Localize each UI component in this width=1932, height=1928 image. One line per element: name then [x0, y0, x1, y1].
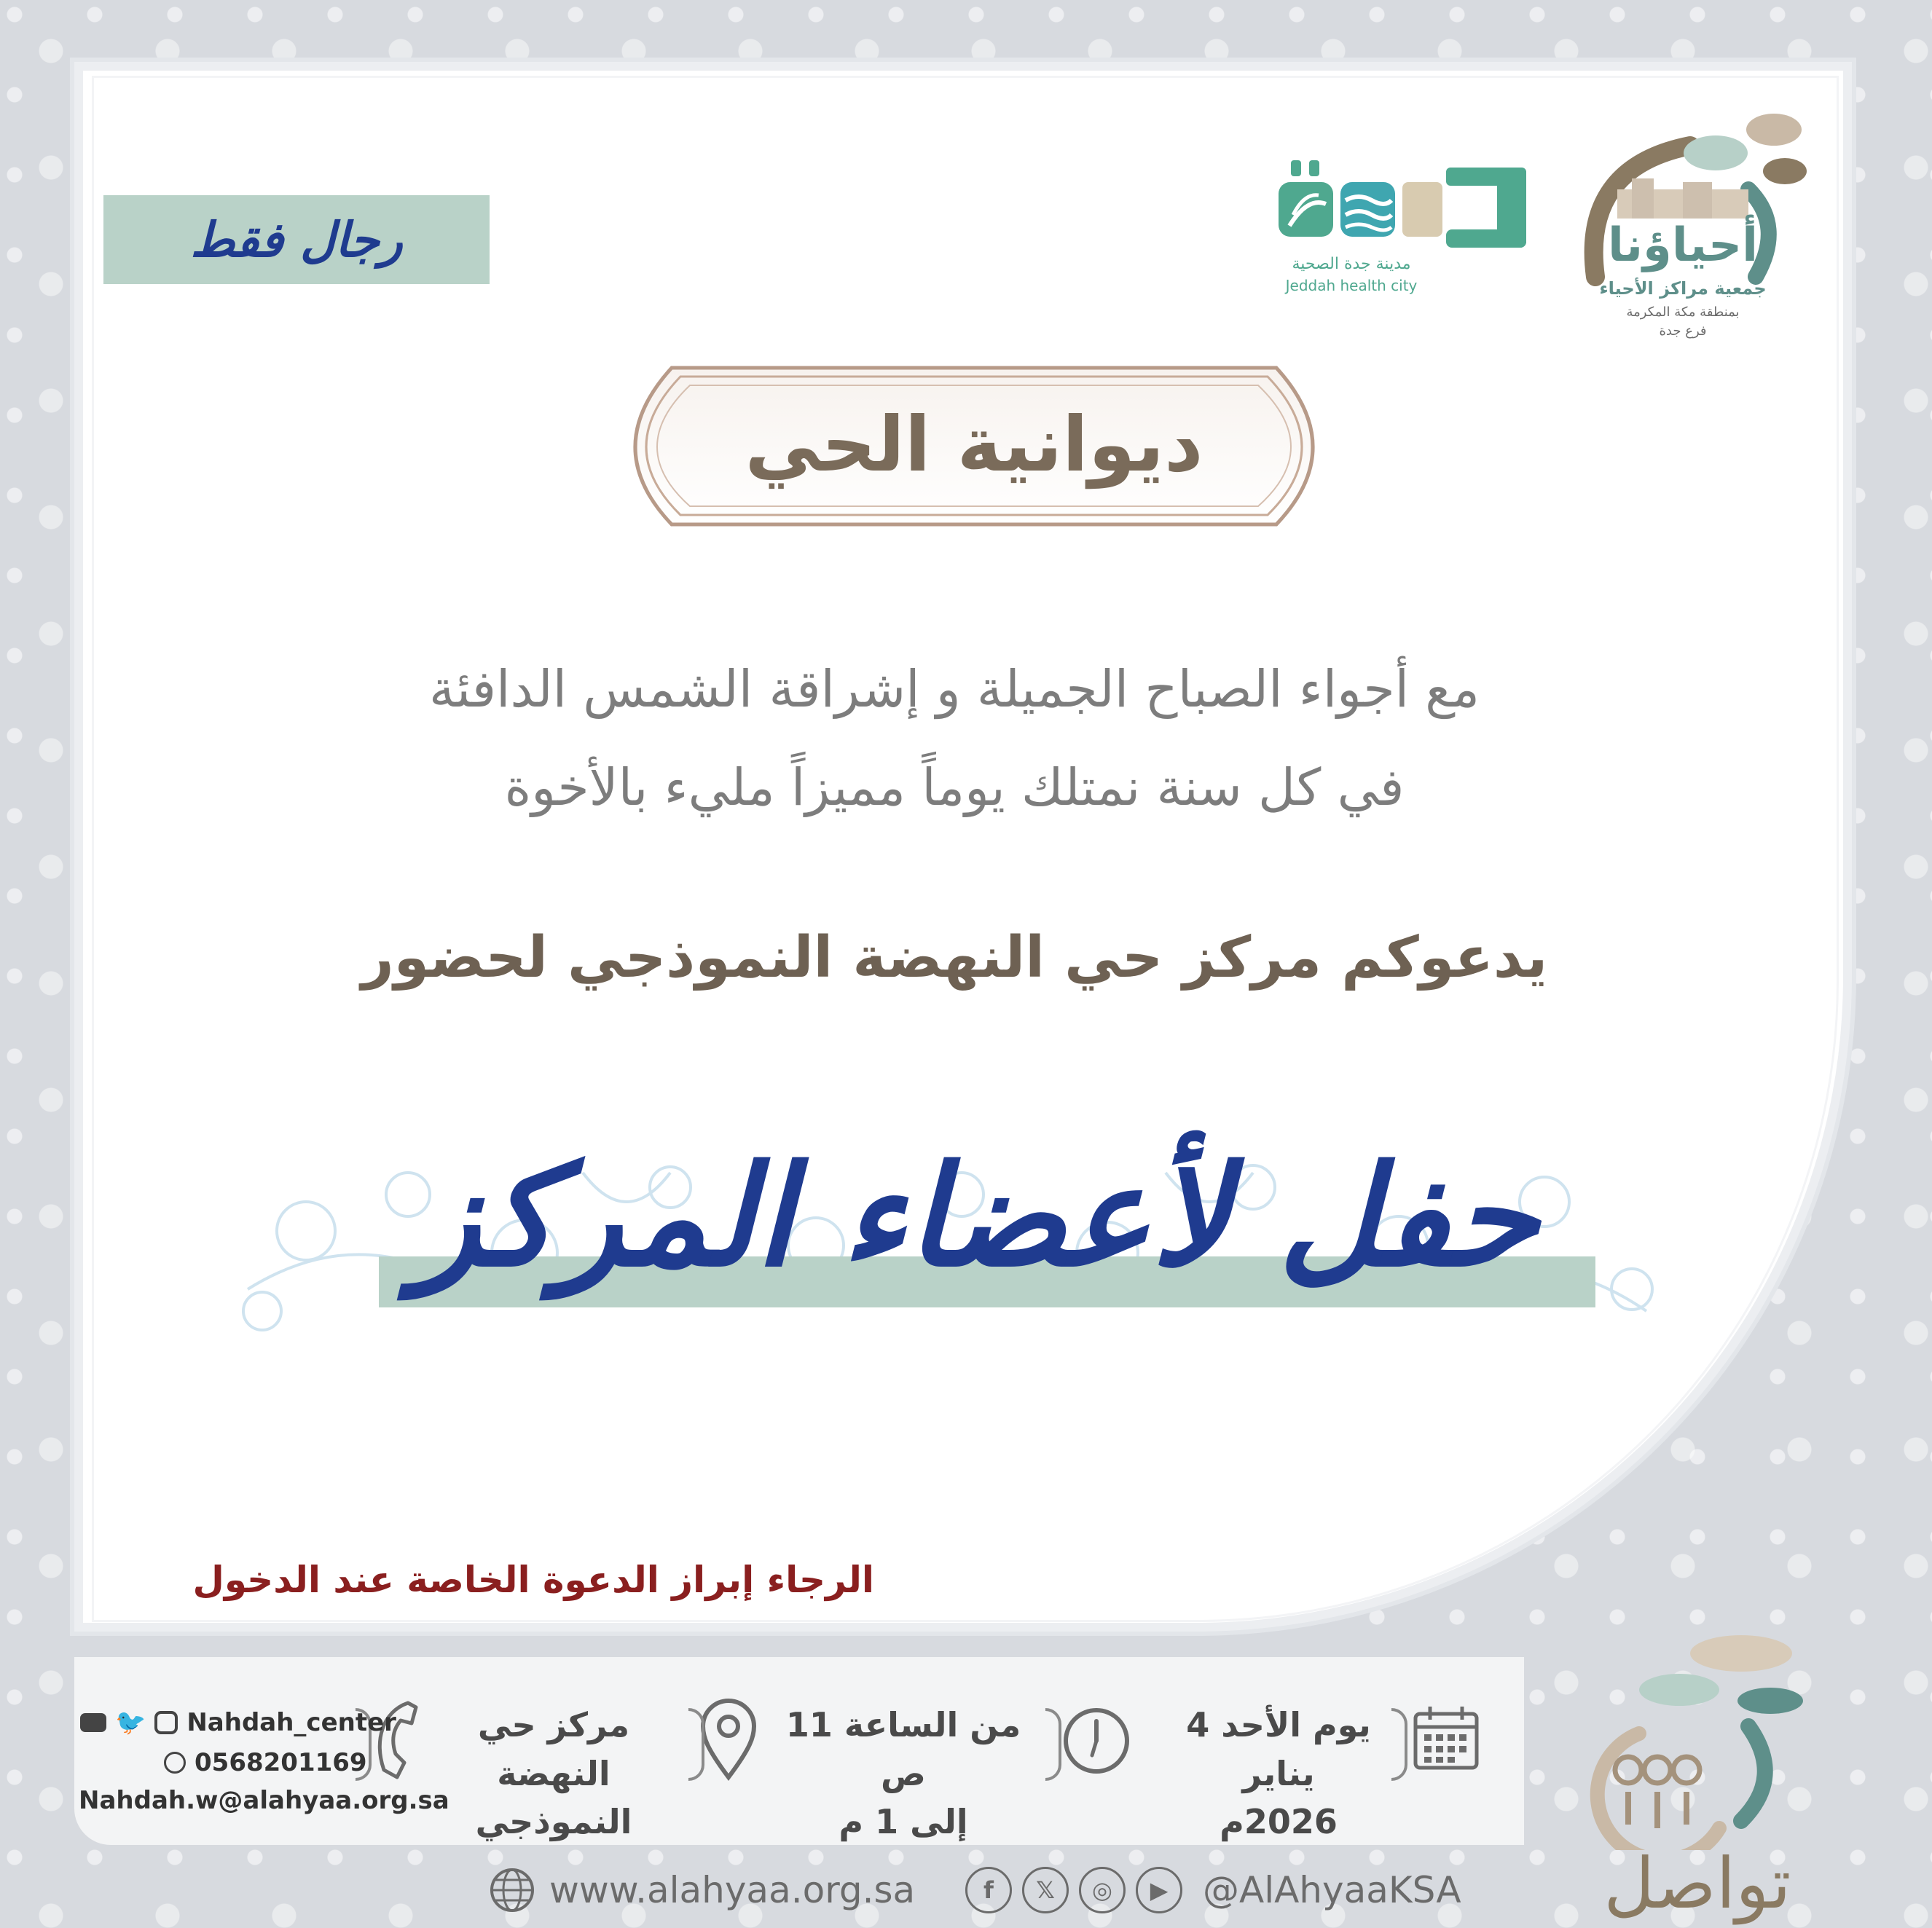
entry-notice: الرجاء إبراز الدعوة الخاصة عند الدخول — [192, 1559, 874, 1601]
intro-line-1: مع أجواء الصباح الجميلة و إشراقة الشمس الدافئة — [428, 659, 1480, 719]
location-pin-icon — [699, 1697, 758, 1781]
phone-row — [164, 1748, 367, 1777]
social-handle-footer[interactable]: @AlAhyaaKSA — [1203, 1869, 1461, 1911]
x-icon[interactable]: 𝕏 — [1022, 1867, 1069, 1913]
ahyaa-logo-region: بمنطقة مكة المكرمة — [1626, 304, 1740, 320]
footer-social — [965, 1861, 1461, 1919]
divider — [1045, 1708, 1061, 1781]
tawasul-text: تواصل — [1603, 1843, 1791, 1924]
ahyaa-logo-name: أحياؤنا — [1607, 219, 1759, 272]
ahyaa-logo-org: جمعية مراكز الأحياء — [1599, 278, 1767, 299]
ahyaa-logo-branch: فرع جدة — [1659, 323, 1707, 339]
event-date-year: 2026م — [1220, 1802, 1338, 1842]
whatsapp-icon — [164, 1752, 186, 1774]
event-place-line2: النموذجي — [475, 1802, 632, 1842]
men-only-badge — [103, 195, 490, 284]
youtube-icon[interactable]: ▶ — [1136, 1867, 1182, 1913]
tawasul-palm-icon — [1559, 1632, 1836, 1850]
clock-icon — [1060, 1701, 1133, 1781]
jeddah-health-city-logo — [1279, 160, 1534, 306]
jeddah-logo-en-text: Jeddah health city — [1285, 277, 1418, 294]
invitation-line: يدعوكم مركز حي النهضة النموذجي لحضور — [361, 925, 1548, 991]
headline: حفل لأعضاء المركز — [413, 1136, 1539, 1297]
social-handle-row — [80, 1708, 396, 1737]
jeddah-logo-ar-text: مدينة جدة الصحية — [1292, 255, 1411, 273]
email-address[interactable]: Nahdah.w@alahyaa.org.sa — [79, 1786, 449, 1815]
event-date — [1147, 1701, 1410, 1846]
men-only-label: رجال فقط — [190, 211, 403, 268]
globe-icon — [488, 1866, 536, 1914]
event-time-end: إلى 1 م — [839, 1802, 968, 1842]
intro-line-2: في كل سنة نمتلك يوماً مميزاً مليء بالأخوة — [504, 758, 1405, 817]
email-row — [79, 1786, 449, 1815]
calendar-icon — [1410, 1701, 1483, 1774]
event-place-line1: مركز حي النهضة — [477, 1705, 630, 1793]
event-title: ديوانية الحي — [745, 400, 1203, 489]
social-handle[interactable]: Nahdah_center — [186, 1708, 396, 1737]
twitter-bird-icon: 🐦 — [115, 1708, 146, 1737]
youtube-icon — [80, 1713, 106, 1732]
event-time-start: من الساعة 11 ص — [785, 1705, 1021, 1793]
divider — [688, 1708, 704, 1781]
divider — [1391, 1708, 1407, 1781]
tawasul-logo — [1559, 1632, 1836, 1924]
instagram-icon — [154, 1711, 178, 1734]
ahyaa-logo — [1566, 109, 1814, 350]
facebook-icon[interactable]: f — [965, 1867, 1012, 1913]
event-time — [765, 1701, 1042, 1846]
event-place — [423, 1701, 685, 1846]
footer-website — [488, 1861, 915, 1919]
instagram-icon[interactable]: ◎ — [1079, 1867, 1126, 1913]
website-link[interactable]: www.alahyaa.org.sa — [549, 1869, 916, 1911]
event-date-day: يوم الأحد 4 يناير — [1186, 1705, 1371, 1793]
phone-number[interactable]: 0568201169 — [195, 1748, 367, 1777]
